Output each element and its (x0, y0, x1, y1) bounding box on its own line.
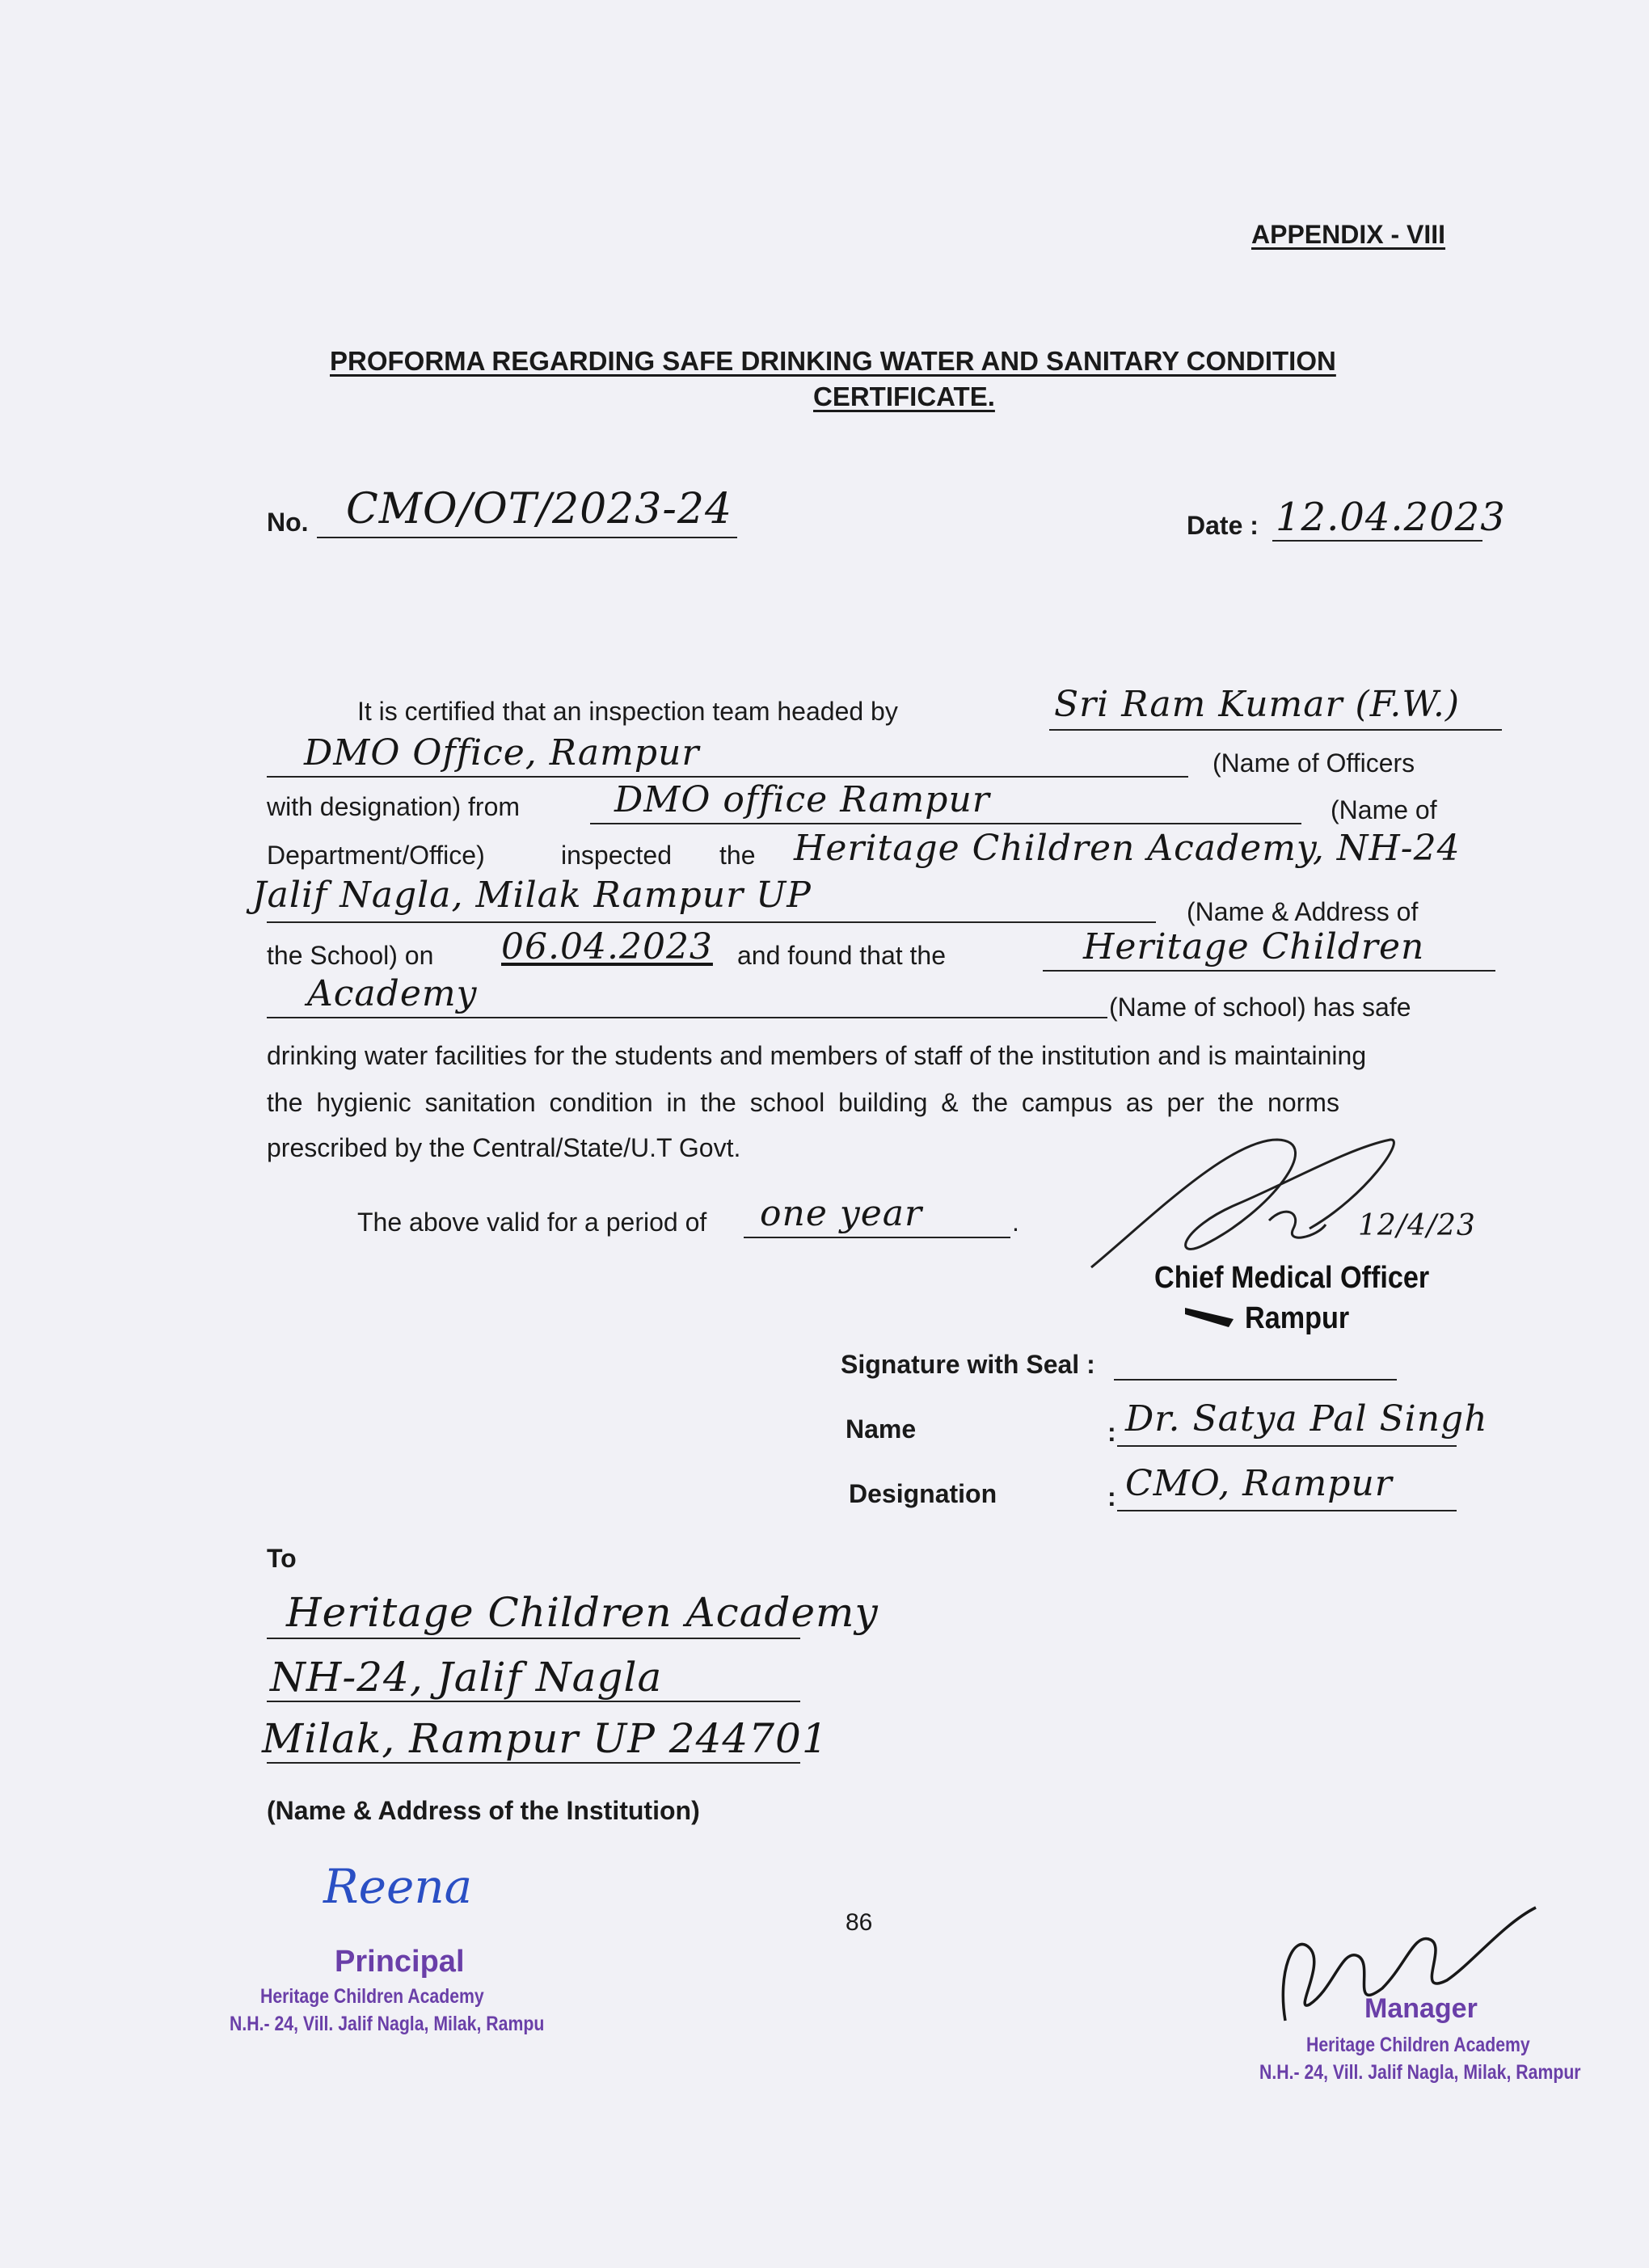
to-address-line-2: NH-24, Jalif Nagla (270, 1654, 663, 1701)
school-name-1: Heritage Children (1083, 926, 1425, 967)
school-name-2: Academy (307, 973, 478, 1014)
designation-colon: : (1107, 1482, 1116, 1511)
to-address-line-1: Heritage Children Academy (286, 1589, 879, 1636)
principal-signature: Reena (323, 1859, 473, 1914)
valid-text: The above valid for a period of (357, 1208, 707, 1237)
label-name-school: (Name of school) has safe (1109, 993, 1411, 1022)
name-label: Name (846, 1414, 917, 1444)
the-word: the (719, 841, 756, 870)
signature-label: Signature with Seal : (841, 1350, 1095, 1379)
designation-label: Designation (849, 1479, 997, 1508)
institution-label: (Name & Address of the Institution) (267, 1796, 700, 1825)
name-value: Dr. Satya Pal Singh (1125, 1398, 1488, 1440)
body-line-a: drinking water facilities for the students and members of staff of the institution and is maintaining (267, 1041, 1367, 1070)
body-line-c: prescribed by the Central/State/U.T Govt. (267, 1133, 741, 1162)
school-address-2: Jalif Nagla, Milak Rampur UP (252, 875, 812, 916)
body-intro: It is certified that an inspection team headed by (357, 697, 898, 726)
stamp-pointer-icon (1185, 1305, 1234, 1329)
and-found: and found that the (737, 941, 946, 970)
no-value: CMO/OT/2023-24 (346, 485, 733, 533)
officer-office: DMO Office, Rampur (304, 732, 700, 774)
inspected-word: inspected (561, 841, 672, 870)
department-value: DMO office Rampur (614, 779, 990, 820)
title-line-2: CERTIFICATE. (813, 382, 995, 411)
name-colon: : (1107, 1418, 1116, 1447)
manager-stamp-line1: Heritage Children Academy (1306, 2034, 1530, 2056)
dept-office-label: Department/Office) (267, 841, 485, 870)
appendix-label: APPENDIX - VIII (1251, 220, 1446, 249)
label-officers: (Name of Officers (1212, 748, 1415, 778)
manager-stamp-line2: N.H.- 24, Vill. Jalif Nagla, Milak, Rampur (1259, 2061, 1581, 2084)
the-school-on: the School) on (267, 941, 434, 970)
principal-stamp-line1: Heritage Children Academy (260, 1985, 484, 2008)
with-designation-from: with designation) from (267, 792, 521, 821)
page-number: 86 (846, 1909, 873, 1936)
cmo-stamp-line1: Chief Medical Officer (1154, 1261, 1430, 1295)
body-line-b: the hygienic sanitation condition in the school building & the campus as per the norms (267, 1088, 1339, 1117)
to-address-line-3: Milak, Rampur UP 244701 (262, 1715, 829, 1762)
title-line-1: PROFORMA REGARDING SAFE DRINKING WATER AND SANITARY CONDITION (330, 346, 1336, 376)
to-label: To (267, 1544, 297, 1573)
date-value: 12.04.2023 (1276, 495, 1506, 540)
designation-value: CMO, Rampur (1125, 1463, 1393, 1504)
cmo-stamp-line2: Rampur (1245, 1301, 1350, 1335)
manager-title: Manager (1364, 1993, 1478, 2024)
no-label: No. (267, 508, 309, 537)
cmo-sign-date: 12/4/23 (1358, 1209, 1476, 1242)
date-label: Date : (1187, 511, 1259, 540)
period-end: . (1012, 1208, 1019, 1237)
principal-stamp-line2: N.H.- 24, Vill. Jalif Nagla, Milak, Rampu (230, 2013, 545, 2035)
officer-name: Sri Ram Kumar (F.W.) (1054, 684, 1461, 725)
inspection-date: 06.04.2023 (501, 926, 713, 967)
principal-title: Principal (335, 1945, 465, 1979)
label-name-of: (Name of (1331, 795, 1437, 824)
school-address-1: Heritage Children Academy, NH-24 (794, 828, 1461, 869)
valid-period: one year (760, 1193, 923, 1234)
label-name-address: (Name & Address of (1187, 897, 1419, 926)
